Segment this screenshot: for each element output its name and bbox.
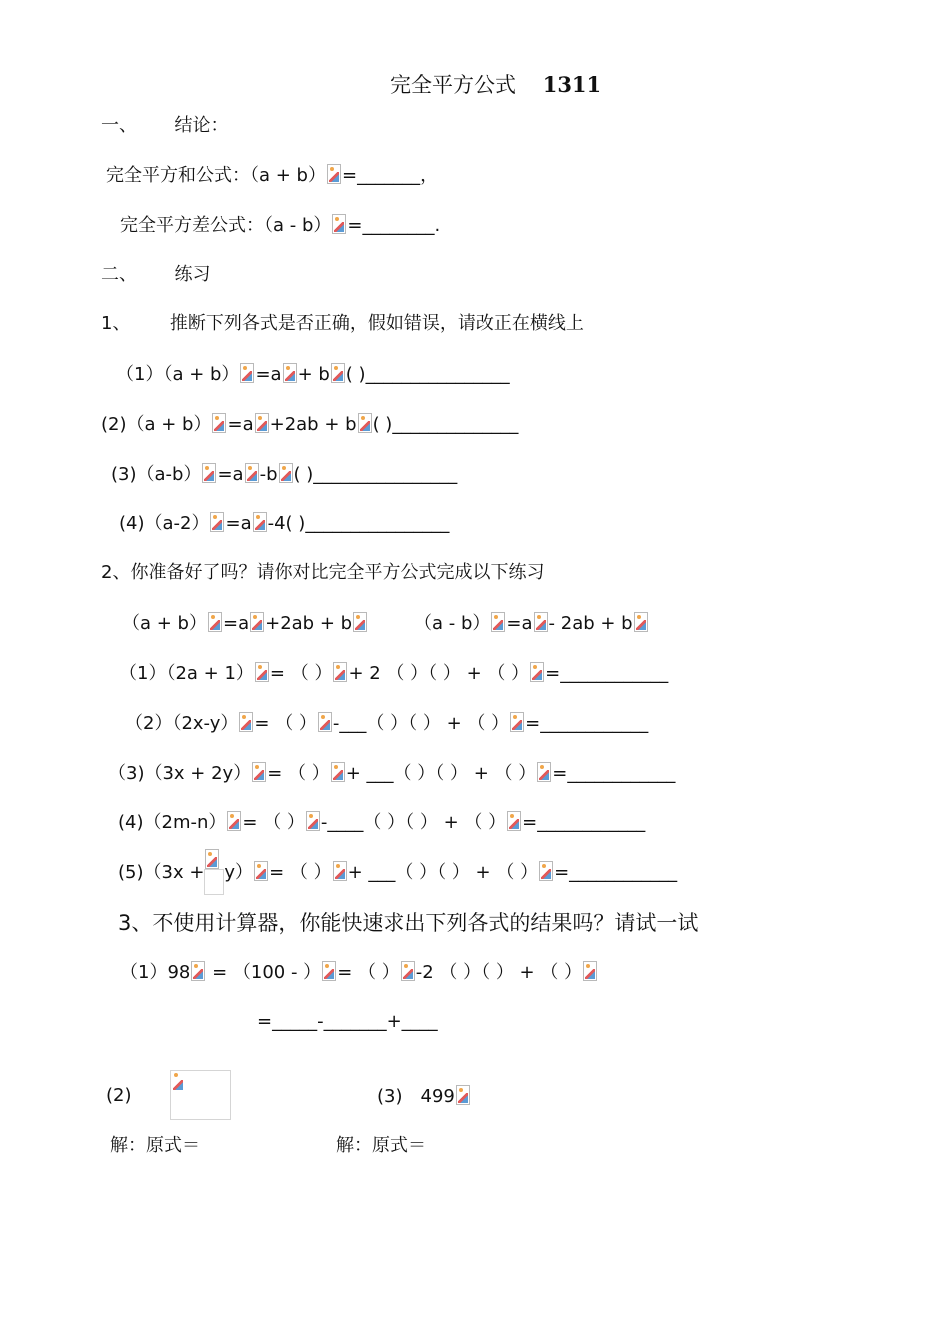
q3-sub2-label: (2) (106, 1085, 132, 1106)
q3-item-1-expansion: =_____-_______+____ (257, 1011, 438, 1032)
q2-item-5-part: + ___（ ）（ ） + （ ） (347, 862, 539, 883)
q2-ref-diff-part: - 2ab + b (548, 613, 633, 634)
title-code: 1311 (542, 72, 602, 97)
q1-item-3-part: =a (217, 464, 244, 485)
formula-diff-lhs: 完全平方差公式：（a - b） (120, 215, 332, 236)
q3-answer-left: 解：原式＝ (110, 1135, 200, 1156)
broken-image-icon (331, 363, 345, 383)
q2-item-3-part: + ___（ ）（ ） + （ ） (345, 763, 537, 784)
q2-item-3 (108, 762, 675, 785)
broken-image-icon (332, 214, 346, 234)
broken-image-icon (202, 463, 216, 483)
q3-sub3 (377, 1085, 471, 1108)
q2-item-5-part: = （ ） (269, 862, 332, 883)
q1-item-1-part: + b (297, 364, 330, 385)
q1-item-4-answer: -4( )________________ (267, 513, 450, 534)
q1-item-3-part: -b (259, 464, 278, 485)
q2-item-4 (118, 811, 645, 834)
section2-label: 练习 (174, 264, 211, 285)
broken-image-icon (239, 712, 253, 732)
broken-image-icon (331, 762, 345, 782)
broken-image-icon (279, 463, 293, 483)
q2-item-1-answer: =____________ (545, 663, 669, 684)
broken-image-icon (401, 961, 415, 981)
broken-image-icon (208, 612, 222, 632)
section2-heading (101, 264, 210, 286)
q1-item-1-part: =a (255, 364, 282, 385)
q1-item-4 (119, 512, 449, 535)
broken-image-icon (333, 662, 347, 682)
q2-item-1-part: = （ ） (269, 663, 333, 684)
broken-image-icon (252, 762, 266, 782)
q2-item-5-answer: =____________ (554, 862, 678, 883)
broken-image-icon (318, 712, 332, 732)
q1-item-2-answer: ( )______________ (372, 414, 519, 435)
q2-item-3-part: = （ ） (267, 763, 330, 784)
broken-image-icon (634, 612, 648, 632)
q1-item-2 (101, 413, 518, 436)
section1-number: 一、 (101, 115, 137, 136)
title-text: 完全平方公式 (390, 73, 516, 97)
broken-image-icon (250, 612, 264, 632)
q2-ref-diff-part: =a (506, 613, 533, 634)
broken-image-icon (353, 612, 367, 632)
broken-image-icon (333, 861, 347, 881)
broken-image-icon (539, 861, 553, 881)
broken-image-icon (205, 849, 219, 869)
q1-number: 1、 (101, 313, 131, 334)
section2-number: 二、 (101, 264, 137, 285)
q3-item-1 (120, 961, 598, 984)
page-title (390, 74, 601, 96)
broken-image-icon (507, 811, 521, 831)
formula-sum-blank: =_______， (341, 165, 439, 186)
q2-item-4-answer: =____________ (522, 812, 646, 833)
section1-label: 结论： (174, 115, 229, 136)
broken-image-icon (212, 413, 226, 433)
formula-diff (120, 214, 440, 237)
broken-image-icon (191, 961, 205, 981)
q3-item-1-part: = （100 - ） (206, 962, 322, 983)
q3-heading: 3、不使用计算器，你能快速求出下列各式的结果吗？请试一试 (118, 911, 699, 935)
q1-item-4-lhs: (4)（a-2） (119, 513, 210, 534)
broken-image-icon (322, 961, 336, 981)
q2-item-2-answer: =____________ (525, 713, 649, 734)
fraction-image (204, 861, 224, 881)
q3-answer-right: 解：原式＝ (336, 1135, 426, 1156)
q2-item-5-lhs: (5)（3x + (118, 862, 205, 883)
q1-item-2-part: +2ab + b (269, 414, 357, 435)
q2-ref-diff-lhs: （a - b） (414, 613, 491, 634)
broken-image-icon (254, 861, 268, 881)
q2-ref-diff (414, 612, 649, 635)
q2-ref-sum-part: =a (222, 613, 250, 634)
q1-item-3-answer: ( )________________ (293, 464, 458, 485)
q1-heading (101, 313, 584, 335)
q2-item-1-part: + 2 （ ）（ ） + （ ） (348, 663, 530, 684)
q2-item-2-part: -___（ ）（ ） + （ ） (332, 713, 510, 734)
formula-sum-lhs: 完全平方和公式：（a + b） (106, 165, 326, 186)
q3-sub3-label: (3) 499 (377, 1086, 455, 1107)
broken-image-icon (327, 164, 341, 184)
q2-item-4-lhs: (4)（2m-n） (118, 812, 227, 833)
broken-image-icon (583, 961, 597, 981)
q1-item-2-lhs: (2)（a + b） (101, 414, 212, 435)
q1-text: 推断下列各式是否正确，假如错误，请改正在横线上 (169, 313, 584, 334)
q3-item-1-part: -2 （ ）（ ） + （ ） (415, 962, 583, 983)
q3-item-1-lhs: （1）98 (120, 962, 191, 983)
broken-image-icon (172, 1071, 192, 1091)
q1-item-3-lhs: (3)（a-b） (111, 464, 202, 485)
q1-item-2-part: =a (227, 414, 254, 435)
q2-item-5 (118, 861, 677, 884)
broken-image-icon (358, 413, 372, 433)
broken-image-icon (255, 413, 269, 433)
q2-item-1-lhs: （1）（2a + 1） (119, 663, 254, 684)
broken-image-icon (530, 662, 544, 682)
q2-ref-sum-part: +2ab + b (265, 613, 353, 634)
q2-item-1 (119, 662, 668, 685)
broken-image-icon (534, 612, 548, 632)
q2-item-4-part: = （ ） (242, 812, 305, 833)
broken-image-icon (456, 1085, 470, 1105)
broken-image-icon (537, 762, 551, 782)
broken-image-icon (306, 811, 320, 831)
broken-image-icon (210, 512, 224, 532)
q2-item-2 (125, 712, 648, 735)
broken-image-icon (240, 363, 254, 383)
broken-image-icon (245, 463, 259, 483)
q1-item-1 (116, 363, 510, 386)
section1-heading (101, 115, 228, 137)
q2-heading: 2、你准备好了吗？请你对比完全平方公式完成以下练习 (101, 562, 545, 583)
q2-ref-sum-lhs: （a + b） (122, 613, 207, 634)
broken-image-icon (510, 712, 524, 732)
q2-item-5-part: y） (224, 862, 254, 883)
q1-item-3 (111, 463, 457, 486)
q1-item-4-part: =a (225, 513, 252, 534)
q2-ref-sum (122, 612, 368, 635)
q2-item-2-lhs: （2）（2x-y） (125, 713, 239, 734)
image-frame (204, 869, 224, 895)
image-frame (170, 1070, 231, 1120)
q1-item-1-answer: ( )________________ (345, 364, 510, 385)
q2-item-2-part: = （ ） (254, 713, 317, 734)
broken-image-icon (255, 662, 269, 682)
q1-item-1-lhs: （1）（a + b） (116, 364, 240, 385)
q2-item-4-part: -____（ ）（ ） + （ ） (320, 812, 507, 833)
formula-sum (106, 164, 438, 187)
broken-image-icon (283, 363, 297, 383)
q3-item-1-part: = （ ） (337, 962, 400, 983)
broken-image-icon (491, 612, 505, 632)
broken-image-icon (253, 512, 267, 532)
q2-item-3-answer: =____________ (552, 763, 676, 784)
broken-image-icon (227, 811, 241, 831)
q2-item-3-lhs: （3)（3x + 2y） (108, 763, 252, 784)
formula-diff-blank: =________. (347, 215, 441, 236)
